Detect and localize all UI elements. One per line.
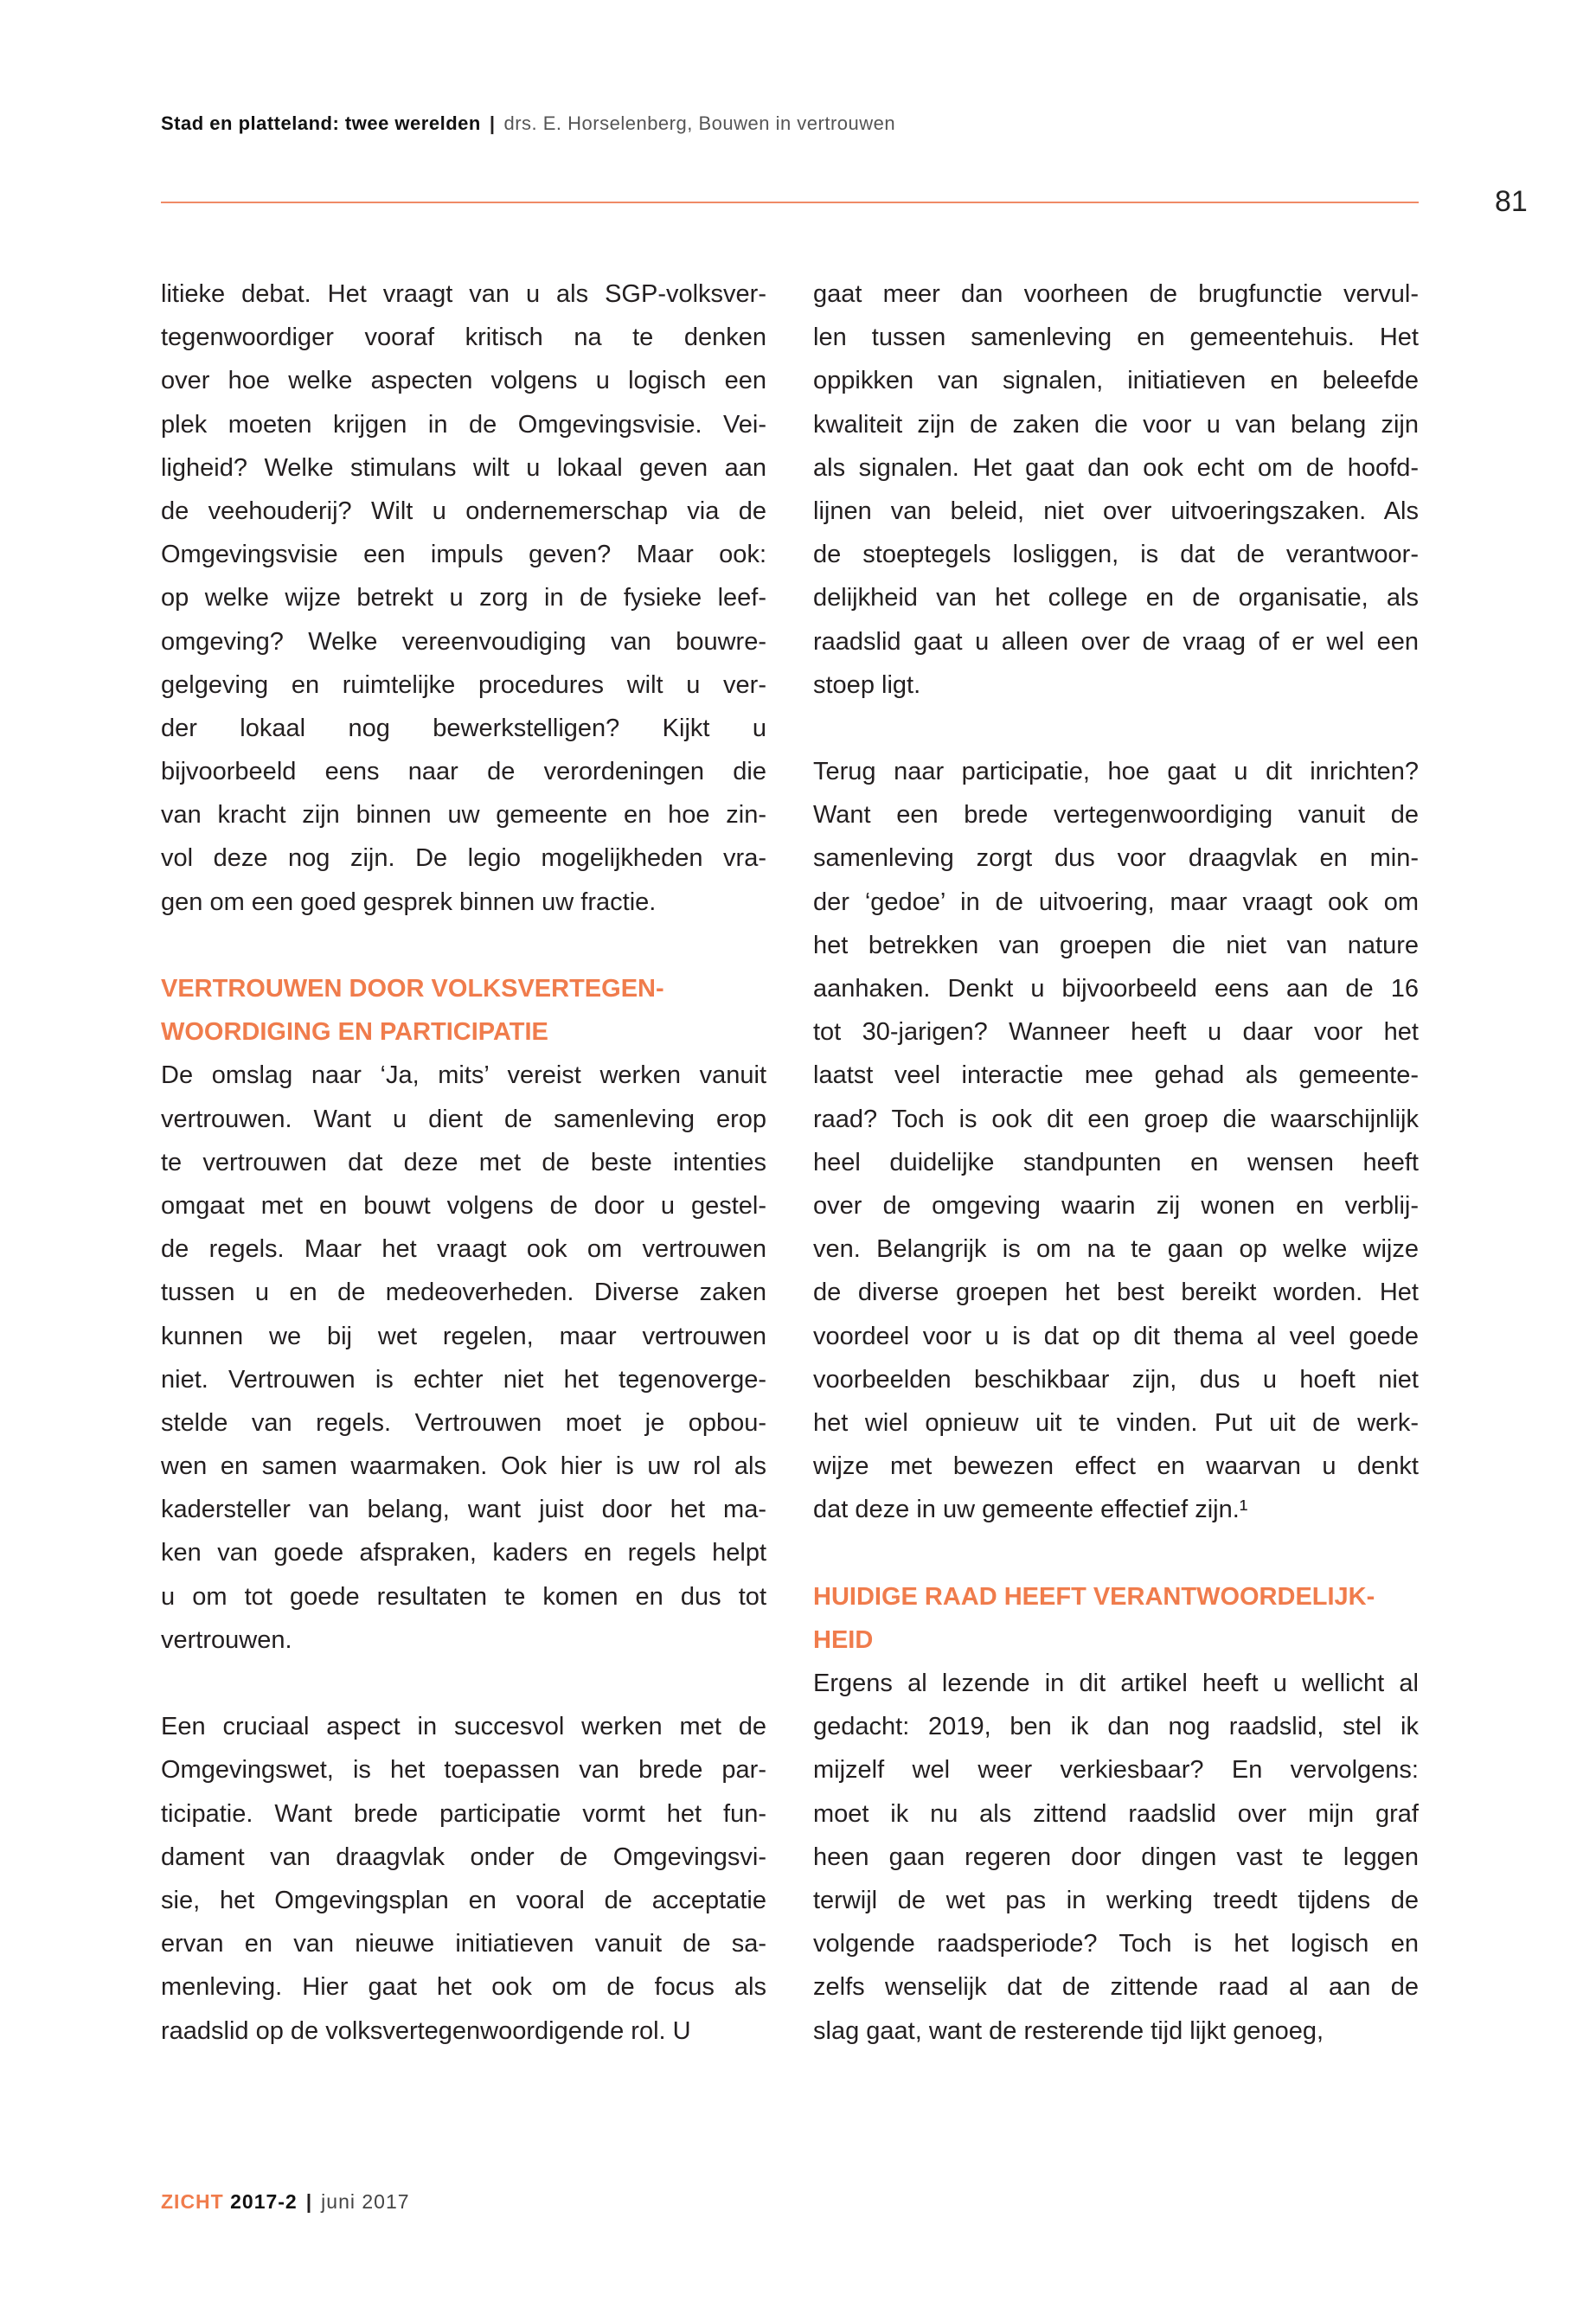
- text-line: raad? Toch is ook dit een groep die waarschijnlijk: [813, 1105, 1419, 1133]
- page-number: 81: [1495, 185, 1528, 218]
- text-line: voordeel voor u is dat op dit thema al veel goede: [813, 1322, 1419, 1350]
- text-line: tussen u en de medeoverheden. Diverse zaken: [161, 1279, 766, 1307]
- text-line: slag gaat, want de resterende tijd lijkt genoeg,: [813, 2016, 1324, 2045]
- text-line: tegenwoordiger vooraf kritisch na te denken: [161, 324, 766, 352]
- running-header: [161, 112, 895, 135]
- text-line: bijvoorbeeld eens naar de verordeningen die: [161, 758, 766, 786]
- text-line: dat deze in uw gemeente effectief zijn.¹: [813, 1496, 1248, 1524]
- text-line: oppikken van signalen, initiatieven en beleefde: [813, 367, 1419, 395]
- text-line: stoep ligt.: [813, 670, 921, 699]
- text-line: vertrouwen. Want u dient de samenleving erop: [161, 1105, 766, 1133]
- footer-magazine: ZICHT: [161, 2190, 224, 2213]
- header-separator: |: [489, 112, 496, 134]
- text-line: gaat meer dan voorheen de brugfunctie vervul-: [813, 280, 1419, 308]
- text-line: dament van draagvlak onder de Omgevingsvi-: [161, 1843, 766, 1871]
- heading-line: HEID: [813, 1625, 874, 1654]
- text-line: samenleving zorgt dus voor draagvlak en min-: [813, 844, 1419, 873]
- text-line: als signalen. Het gaat dan ook echt om de hoofd-: [813, 453, 1419, 482]
- left-column: [161, 272, 766, 2053]
- text-line: mijzelf wel weer verkiesbaar? En vervolgens:: [813, 1756, 1419, 1785]
- text-line: De omslag naar ‘Ja, mits’ vereist werken vanuit: [161, 1061, 766, 1090]
- text-line: omgeving? Welke vereenvoudiging van bouwre-: [161, 627, 766, 656]
- footer-separator: |: [305, 2190, 313, 2213]
- running-footer: [161, 2190, 410, 2214]
- text-line: gelgeving en ruimtelijke procedures wilt u ver-: [161, 670, 766, 699]
- text-line: op welke wijze betrekt u zorg in de fysieke leef-: [161, 584, 766, 612]
- text-line: terwijl de wet pas in werking treedt tijdens de: [813, 1886, 1419, 1914]
- text-line: vertrouwen.: [161, 1625, 292, 1654]
- paragraph: [161, 1705, 766, 2053]
- text-line: kunnen we bij wet regelen, maar vertrouwen: [161, 1322, 766, 1350]
- text-line: heel duidelijke standpunten en wensen heeft: [813, 1148, 1419, 1176]
- text-line: ervan en van nieuwe initiatieven vanuit de sa-: [161, 1930, 766, 1958]
- text-line: niet. Vertrouwen is echter niet het tegenoverge-: [161, 1365, 766, 1394]
- text-line: menleving. Hier gaat het ook om de focus als: [161, 1973, 766, 2002]
- text-line: Terug naar participatie, hoe gaat u dit inrichten?: [813, 758, 1419, 786]
- text-line: aanhaken. Denkt u bijvoorbeeld eens aan de 16: [813, 975, 1419, 1003]
- text-line: voorbeelden beschikbaar zijn, dus u hoeft niet: [813, 1365, 1419, 1394]
- text-line: omgaat met en bouwt volgens de door u gestel-: [161, 1191, 766, 1220]
- text-line: tot 30-jarigen? Wanneer heeft u daar voor het: [813, 1018, 1419, 1047]
- text-line: plek moeten krijgen in de Omgevingsvisie. Vei-: [161, 410, 766, 439]
- text-line: moet ik nu als zittend raadslid over mijn graf: [813, 1799, 1419, 1828]
- text-line: lijnen van beleid, niet over uitvoeringszaken. Als: [813, 497, 1419, 525]
- text-line: stelde van regels. Vertrouwen moet je opbou-: [161, 1408, 766, 1437]
- paragraph: [813, 272, 1419, 707]
- text-line: delijkheid van het college en de organisatie, als: [813, 584, 1419, 612]
- text-line: len tussen samenleving en gemeentehuis. Het: [813, 324, 1419, 352]
- paragraph: [813, 1662, 1419, 2053]
- text-line: raadslid gaat u alleen over de vraag of er wel een: [813, 627, 1419, 656]
- text-line: Want een brede vertegenwoordiging vanuit de: [813, 801, 1419, 830]
- text-line: kadersteller van belang, want juist door het ma-: [161, 1496, 766, 1524]
- text-line: ticipatie. Want brede participatie vormt het fun-: [161, 1799, 766, 1828]
- right-column: [813, 272, 1419, 2053]
- header-author: drs. E. Horselenberg, Bouwen in vertrouwen: [503, 112, 896, 134]
- text-line: Omgevingswet, is het toepassen van brede par-: [161, 1756, 766, 1785]
- text-line: Een cruciaal aspect in succesvol werken met de: [161, 1713, 766, 1741]
- heading-line: WOORDIGING EN PARTICIPATIE: [161, 1018, 548, 1047]
- text-line: kwaliteit zijn de zaken die voor u van belang zijn: [813, 410, 1419, 439]
- text-line: wijze met bewezen effect en waarvan u denkt: [813, 1452, 1419, 1481]
- text-line: de veehouderij? Wilt u ondernemerschap via de: [161, 497, 766, 525]
- text-line: raadslid op de volksvertegenwoordigende rol. U: [161, 2016, 691, 2045]
- text-line: van kracht zijn binnen uw gemeente en hoe zin-: [161, 801, 766, 830]
- heading-line: VERTROUWEN DOOR VOLKSVERTEGEN-: [161, 975, 664, 1003]
- section-heading: [813, 1575, 1419, 1662]
- paragraph: [161, 1054, 766, 1662]
- paragraph-gap: [161, 1662, 766, 1705]
- paragraph-gap: [161, 924, 766, 967]
- text-line: sie, het Omgevingsplan en vooral de acceptatie: [161, 1886, 766, 1914]
- text-line: ligheid? Welke stimulans wilt u lokaal geven aan: [161, 453, 766, 482]
- text-line: over de omgeving waarin zij wonen en verblij-: [813, 1191, 1419, 1220]
- footer-issue: 2017-2: [230, 2190, 298, 2213]
- paragraph-gap: [813, 707, 1419, 750]
- text-line: Omgevingsvisie een impuls geven? Maar ook:: [161, 541, 766, 569]
- text-line: te vertrouwen dat deze met de beste intenties: [161, 1148, 766, 1176]
- text-line: heen gaan regeren door dingen vast te leggen: [813, 1843, 1419, 1871]
- text-line: volgende raadsperiode? Toch is het logisch en: [813, 1930, 1419, 1958]
- text-line: u om tot goede resultaten te komen en dus tot: [161, 1582, 766, 1611]
- text-line: over hoe welke aspecten volgens u logisch een: [161, 367, 766, 395]
- paragraph: [161, 272, 766, 924]
- text-line: wen en samen waarmaken. Ook hier is uw rol als: [161, 1452, 766, 1481]
- text-line: zelfs wenselijk dat de zittende raad al aan de: [813, 1973, 1419, 2002]
- paragraph-gap: [813, 1531, 1419, 1574]
- text-line: gedacht: 2019, ben ik dan nog raadslid, stel ik: [813, 1713, 1419, 1741]
- text-line: gen om een goed gesprek binnen uw fractie.: [161, 888, 657, 916]
- text-line: de diverse groepen het best bereikt worden. Het: [813, 1279, 1419, 1307]
- text-line: Ergens al lezende in dit artikel heeft u wellicht al: [813, 1670, 1419, 1697]
- text-line: het betrekken van groepen die niet van nature: [813, 931, 1419, 959]
- section-heading: [161, 967, 766, 1054]
- text-line: het wiel opnieuw uit te vinden. Put uit de werk-: [813, 1408, 1419, 1437]
- text-line: der lokaal nog bewerkstelligen? Kijkt u: [161, 714, 766, 742]
- header-title: Stad en platteland: twee werelden: [161, 112, 481, 134]
- text-line: ven. Belangrijk is om na te gaan op welke wijze: [813, 1235, 1419, 1264]
- text-line: ken van goede afspraken, kaders en regels helpt: [161, 1539, 766, 1567]
- text-line: de stoeptegels losliggen, is dat de verantwoor-: [813, 541, 1419, 569]
- heading-line: HUIDIGE RAAD HEEFT VERANTWOORDELIJK-: [813, 1582, 1375, 1611]
- header-rule: [161, 202, 1419, 203]
- text-line: der ‘gedoe’ in de uitvoering, maar vraagt ook om: [813, 888, 1419, 916]
- text-line: vol deze nog zijn. De legio mogelijkheden vra-: [161, 844, 766, 873]
- text-line: laatst veel interactie mee gehad als gemeente-: [813, 1061, 1419, 1090]
- text-line: de regels. Maar het vraagt ook om vertrouwen: [161, 1235, 766, 1264]
- text-line: litieke debat. Het vraagt van u als SGP-volksver-: [161, 280, 766, 308]
- footer-date: juni 2017: [321, 2190, 410, 2213]
- paragraph: [813, 750, 1419, 1531]
